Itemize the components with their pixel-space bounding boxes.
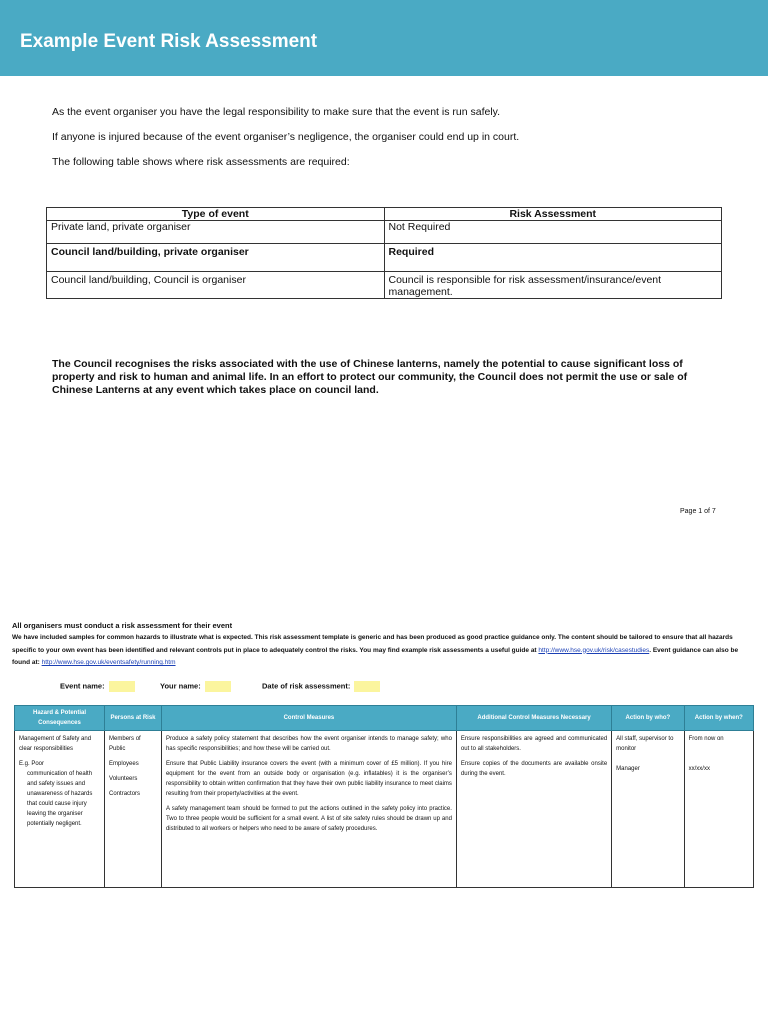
cell-type: Council land/building, Council is organiser bbox=[47, 272, 385, 299]
control-measure: Produce a safety policy statement that describes how the event organiser intends to manage safety; who has specific responsibilities; and how these will be carried out. bbox=[165, 736, 452, 752]
action-who: All staff, supervisor to monitor bbox=[616, 736, 674, 752]
who-cell bbox=[612, 731, 684, 888]
cell-risk: Council is responsible for risk assessment/insurance/event management. bbox=[384, 272, 722, 299]
your-name-field bbox=[160, 681, 231, 692]
intro-line-2: If anyone is injured because of the event organiser’s negligence, the organiser could end up in court. bbox=[52, 131, 520, 143]
person-item: Volunteers bbox=[109, 776, 138, 782]
cell-type: Private land, private organiser bbox=[47, 221, 385, 244]
page-title: Example Event Risk Assessment bbox=[20, 31, 318, 52]
hazard-title: Management of Safety and clear responsibilities bbox=[19, 736, 92, 752]
person-item: Members of Public bbox=[109, 736, 141, 752]
cell-risk: Required bbox=[384, 244, 722, 272]
event-name-input[interactable] bbox=[109, 681, 135, 692]
date-input[interactable] bbox=[354, 681, 380, 692]
table-row bbox=[47, 272, 722, 299]
intro-line-1: As the event organiser you have the legal responsibility to make sure that the event is run safely. bbox=[52, 106, 501, 118]
action-when: xx/xx/xx bbox=[688, 766, 710, 772]
case-studies-link[interactable]: http://www.hse.gov.uk/risk/casestudies bbox=[538, 646, 650, 654]
col-header-risk: Risk Assessment bbox=[384, 208, 722, 221]
additional-cell bbox=[456, 731, 611, 888]
additional-measure: Ensure copies of the documents are available onsite during the event. bbox=[460, 761, 608, 777]
additional-measure: Ensure responsibilities are agreed and communicated out to all stakeholders. bbox=[460, 736, 608, 752]
date-field bbox=[262, 681, 380, 692]
event-name-field bbox=[60, 681, 135, 692]
cell-risk: Not Required bbox=[384, 221, 722, 244]
col-header-persons: Persons at Risk bbox=[105, 706, 162, 731]
hazard-detail: communication of health and safety issues and unawareness of hazards that could cause injury leaving the organiser potentially negligent. bbox=[27, 771, 93, 827]
when-cell bbox=[684, 731, 753, 888]
intro-text: We have included samples for common hazards to illustrate what is expected. This risk assessment template is generic and has been produced as good practice guidance only. The content should be tailored to ensure that all hazards specific to your own event has been identified and relevant controls put in place to adequately control the risks. You may find example risk assessments a useful guide at bbox=[12, 634, 733, 654]
person-item: Contractors bbox=[109, 791, 141, 797]
cell-type: Council land/building, private organiser bbox=[47, 244, 385, 272]
risk-assessment-heading: All organisers must conduct a risk assessment for their event bbox=[12, 621, 233, 630]
action-who: Manager bbox=[616, 766, 640, 772]
col-header-who: Action by who? bbox=[612, 706, 684, 731]
intro-mid-text: . Event guidance can also be found at: bbox=[12, 646, 739, 666]
control-measure: Ensure that Public Liability insurance covers the event (with a minimum cover of £5 million). If you hire equipment for the event from an outside body or organisation (e.g. inflatables) it is the organiser’s responsibility to obtain written confirmation that they have their own public liability insurance to meet claims resulting from their property/activities at the event. bbox=[165, 761, 452, 797]
col-header-hazard: Hazard & Potential Consequences bbox=[15, 706, 105, 731]
persons-cell bbox=[105, 731, 162, 888]
event-name-label: Event name: bbox=[60, 681, 105, 691]
header-banner bbox=[0, 0, 768, 76]
requirement-table bbox=[46, 207, 722, 299]
table-row bbox=[47, 221, 722, 244]
controls-cell bbox=[161, 731, 456, 888]
control-measure: A safety management team should be formed to put the actions outlined in the safety policy into practice. Two to three people would be sufficient for a small event. A list of site safety rules should be drawn up and distributed to all workers or helpers who need to be aware of safety procedures. bbox=[165, 806, 452, 832]
col-header-when: Action by when? bbox=[684, 706, 753, 731]
your-name-input[interactable] bbox=[205, 681, 231, 692]
table-row bbox=[47, 244, 722, 272]
date-label: Date of risk assessment: bbox=[262, 681, 351, 691]
lantern-notice: The Council recognises the risks associated with the use of Chinese lanterns, namely the potential to cause significant loss of property and risk to human and animal life. In an effort to protect our community, the Council does not permit the use or sale of Chinese Lanterns at any event which takes place on council land. bbox=[52, 358, 688, 396]
action-when: From now on bbox=[688, 736, 724, 742]
risk-assessment-intro bbox=[12, 632, 752, 670]
event-safety-link[interactable]: http://www.hse.gov.uk/eventsafety/running.htm bbox=[41, 659, 176, 666]
hazard-cell bbox=[15, 731, 105, 888]
risk-assessment-table bbox=[14, 705, 754, 888]
page-number: Page 1 of 7 bbox=[680, 508, 716, 515]
person-item: Employees bbox=[109, 761, 139, 767]
col-header-additional: Additional Control Measures Necessary bbox=[456, 706, 611, 731]
your-name-label: Your name: bbox=[160, 681, 201, 691]
table-row bbox=[15, 731, 754, 888]
col-header-controls: Control Measures bbox=[161, 706, 456, 731]
col-header-type: Type of event bbox=[47, 208, 385, 221]
intro-line-3: The following table shows where risk assessments are required: bbox=[52, 156, 350, 168]
hazard-example: E.g. Poor bbox=[19, 761, 45, 767]
